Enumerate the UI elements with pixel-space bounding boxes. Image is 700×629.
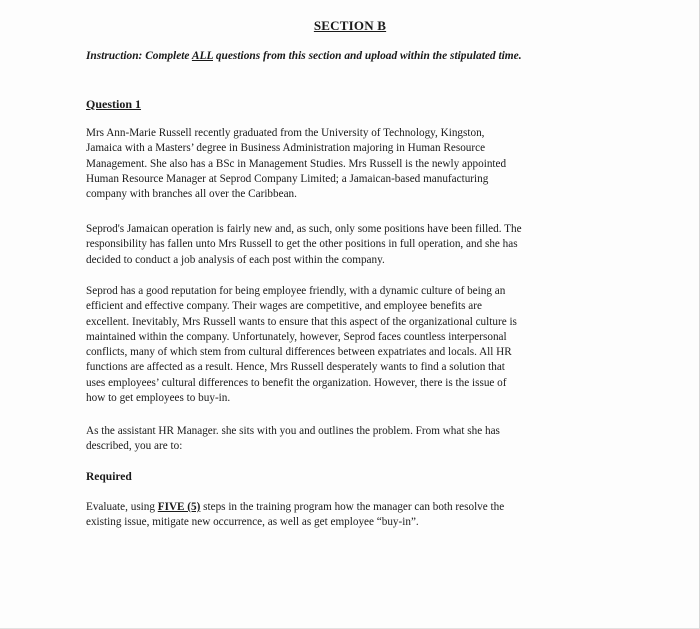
paragraph-line: how to get employees to buy-in. (86, 392, 231, 405)
instruction-suffix: questions from this section and upload within the stipulated time. (213, 50, 522, 62)
paragraph-line: uses employees’ cultural differences to benefit the organization. However, there is the issue of (86, 376, 507, 389)
paragraph-line: Seprod has a good reputation for being employee friendly, with a dynamic culture of being an (86, 285, 506, 297)
paragraph-background (86, 126, 626, 202)
paragraph-line: responsibility has fallen unto Mrs Russell to get the other positions in full operation, and she has (86, 238, 518, 251)
task-prefix: Evaluate, using (86, 501, 158, 513)
paragraph-assistant (86, 424, 626, 455)
task-line-2: existing issue, mitigate new occurrence, as well as get employee “buy-in”. (86, 516, 419, 529)
task-emphasis: FIVE (5) (157, 501, 201, 513)
paragraph-line: As the assistant HR Manager. she sits with you and outlines the problem. From what she has (86, 425, 500, 437)
paragraph-line: described, you are to: (86, 440, 183, 453)
paragraph-operations (86, 222, 626, 268)
instruction-text (86, 50, 522, 62)
paragraph-line: efficient and effective company. Their wages are competitive, and employee benefits are (86, 300, 482, 313)
section-title: SECTION B (313, 18, 387, 33)
paragraph-line: Jamaica with a Masters’ degree in Business Administration majoring in Human Resource (86, 142, 486, 155)
paragraph-line: Seprod's Jamaican operation is fairly new and, as such, only some positions have been filled. The (86, 223, 522, 235)
required-heading: Required (86, 471, 132, 483)
task-suffix: steps in the training program how the manager can both resolve the (200, 501, 505, 513)
task-line-1 (86, 500, 626, 515)
paragraph-line: decided to conduct a job analysis of each post within the company. (86, 253, 385, 266)
instruction-emphasis: ALL (191, 50, 213, 62)
paragraph-culture (86, 284, 626, 406)
instruction-prefix: Instruction: Complete (86, 50, 192, 62)
paragraph-task (86, 500, 626, 531)
paragraph-line: company with branches all over the Caribbean. (86, 188, 297, 201)
paragraph-line: maintained within the company. Unfortunately, however, Seprod faces countless interpersonal (86, 330, 507, 343)
paragraph-line: excellent. Inevitably, Mrs Russell wants to ensure that this aspect of the organizational culture is (86, 315, 517, 328)
paragraph-line: Human Resource Manager at Seprod Company Limited; a Jamaican-based manufacturing (86, 172, 489, 185)
question-title: Question 1 (86, 97, 142, 111)
paragraph-line: Management. She also has a BSc in Management Studies. Mrs Russell is the newly appointed (86, 157, 507, 170)
paragraph-line: functions are affected as a result. Hence, Mrs Russell desperately wants to find a solution that (86, 361, 505, 374)
paragraph-line: conflicts, many of which stem from cultural differences between expatriates and locals. All HR (86, 346, 512, 359)
paragraph-line: Mrs Ann-Marie Russell recently graduated from the University of Technology, Kingston, (86, 127, 485, 139)
